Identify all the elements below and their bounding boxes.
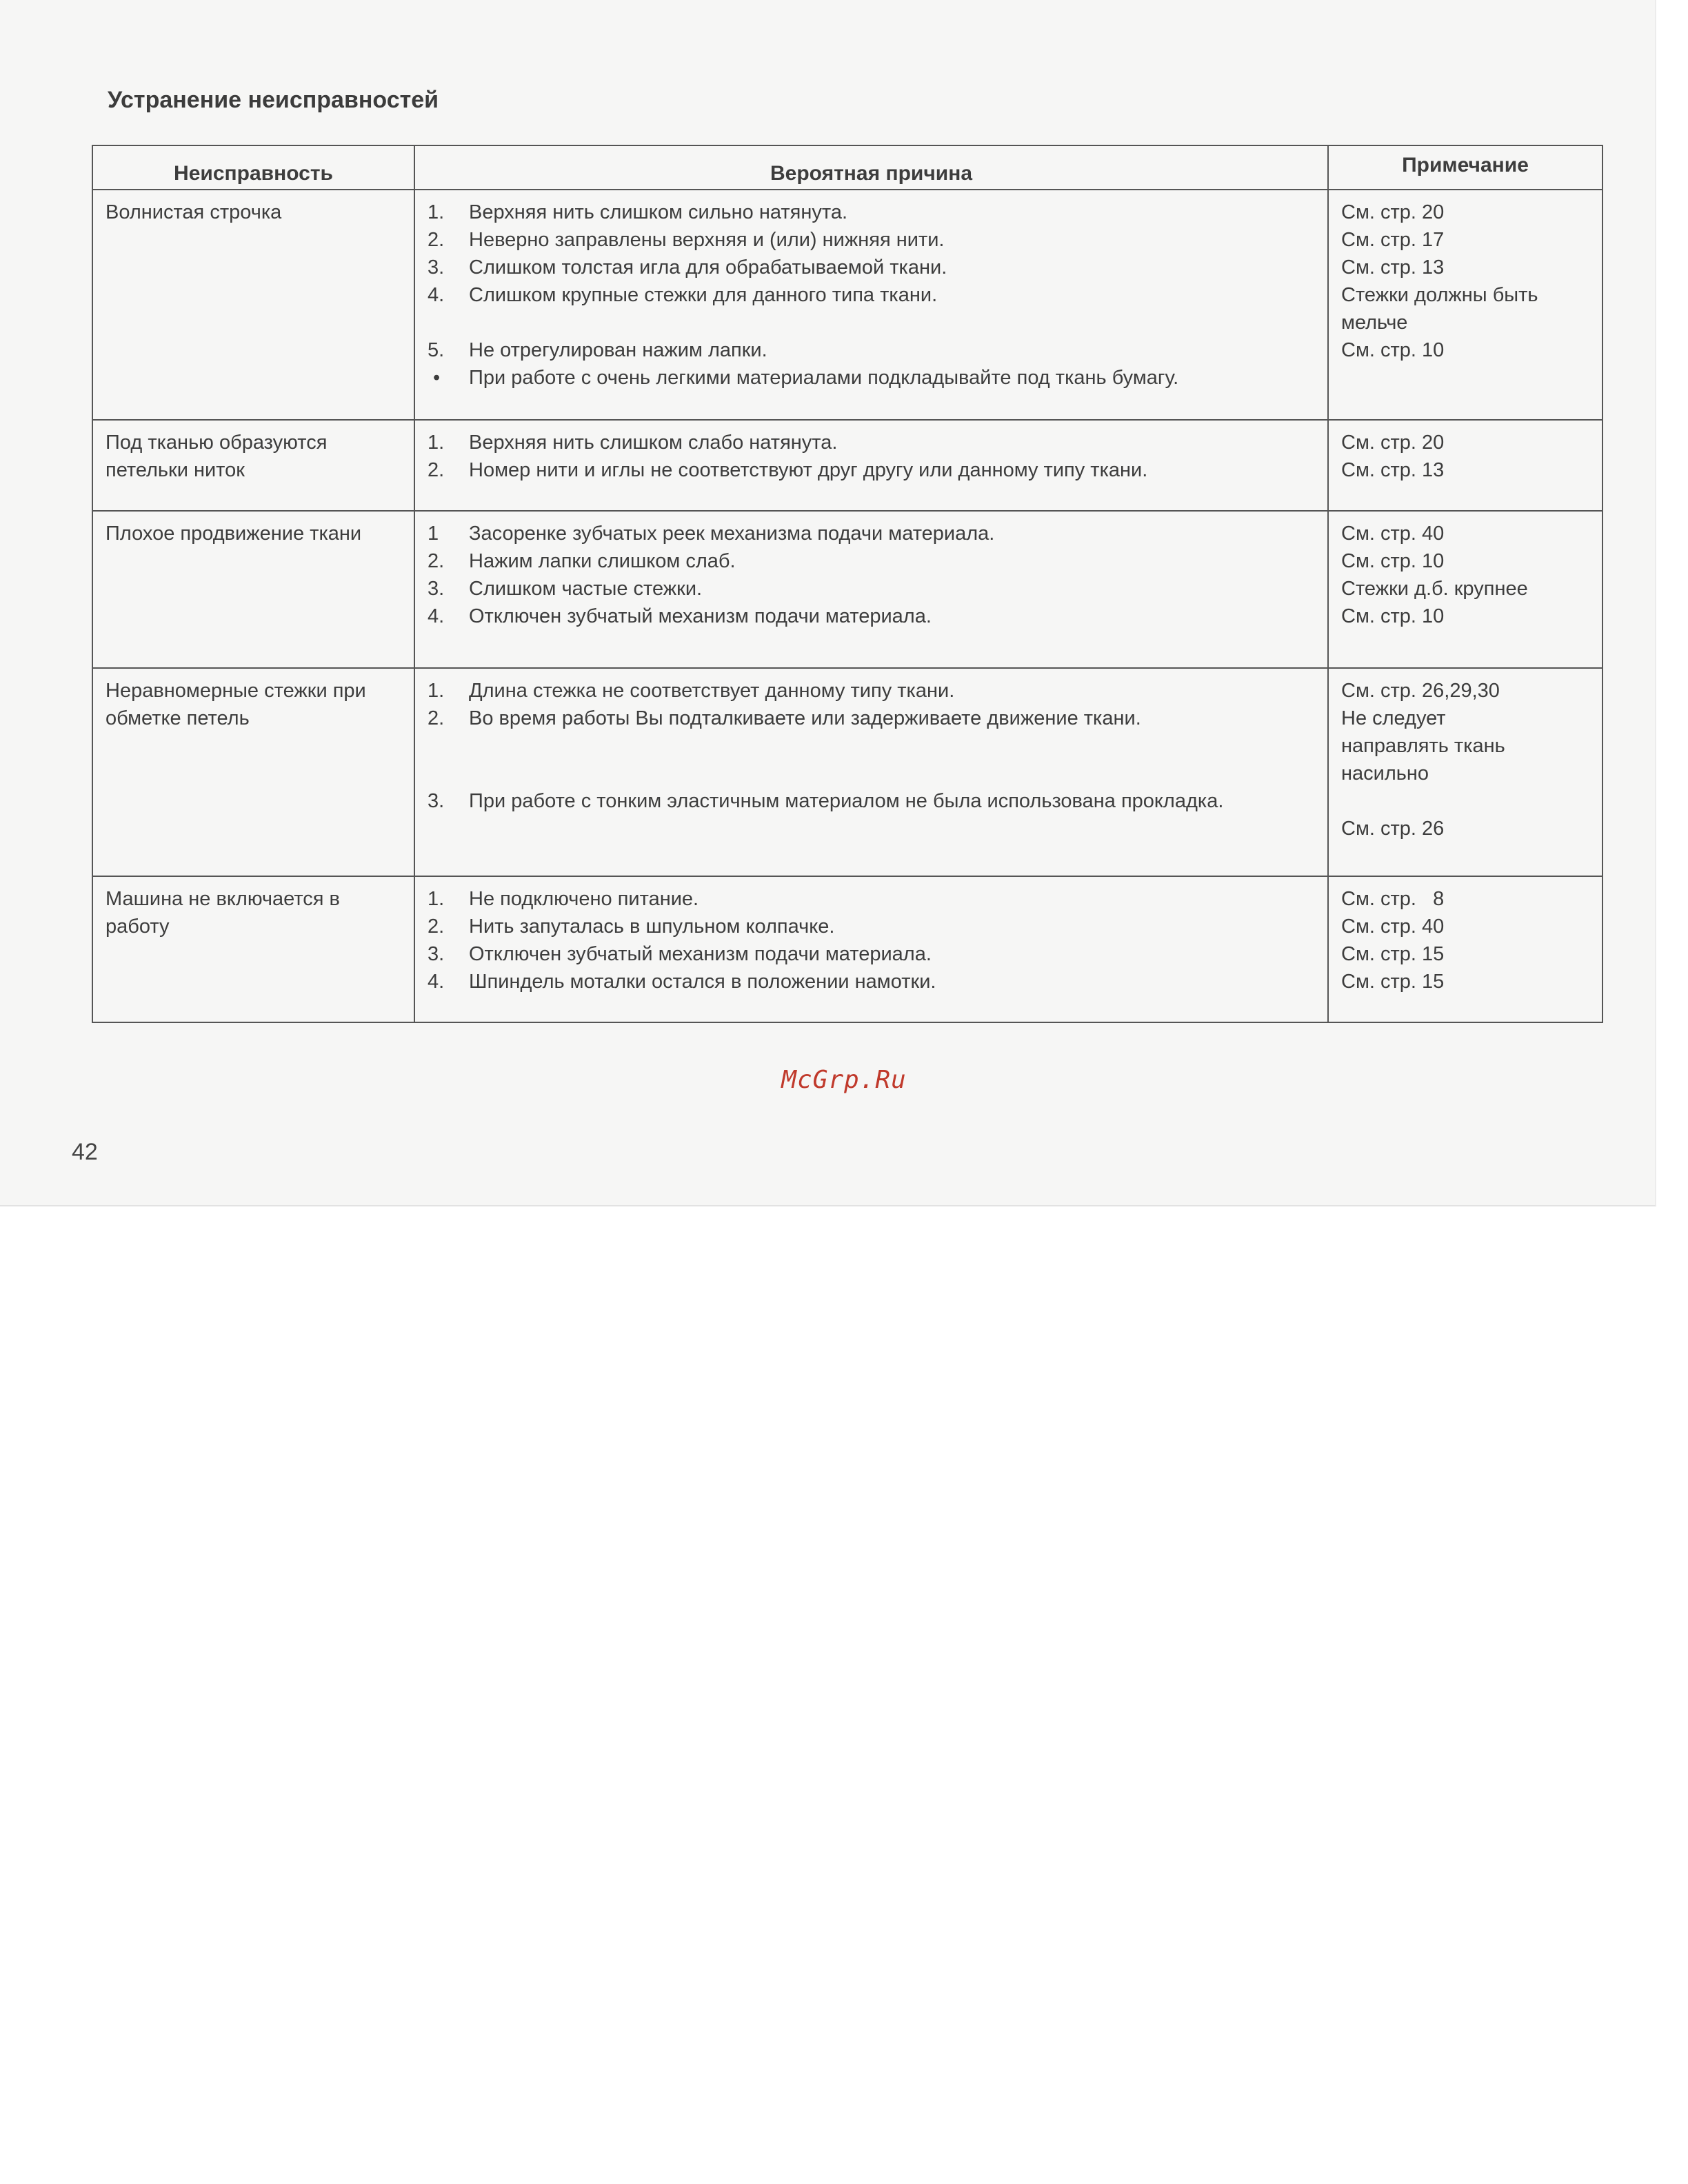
cause-item bbox=[428, 281, 1318, 309]
table-row bbox=[92, 420, 1602, 511]
notes-cell bbox=[1328, 420, 1602, 511]
fault-text: Волнистая строчка bbox=[106, 201, 282, 223]
note-text: Не следует bbox=[1341, 707, 1446, 729]
cause-item bbox=[428, 520, 1318, 547]
note-text: мельче bbox=[1341, 312, 1408, 334]
note-text: См. стр. 15 bbox=[1341, 943, 1445, 965]
cause-text: Слишком крупные стежки для данного типа ткани. bbox=[469, 284, 938, 306]
cause-text: Засоренке зубчатых реек механизма подачи материала. bbox=[469, 523, 995, 545]
cause-number: 4. bbox=[428, 971, 445, 993]
fault-cell bbox=[92, 190, 414, 420]
cause-text: При работе с тонким эластичным материалом не была использована прокладка. bbox=[469, 790, 1224, 812]
note-text: См. стр. 17 bbox=[1341, 229, 1445, 251]
fault-text: Плохое продвижение ткани bbox=[106, 523, 362, 545]
cause-text: Шпиндель моталки остался в положении намотки. bbox=[469, 971, 936, 993]
causes-cell bbox=[414, 190, 1328, 420]
cause-number bbox=[428, 732, 469, 760]
cause-item bbox=[428, 787, 1318, 815]
cause-bullet: • bbox=[433, 367, 441, 389]
cause-text: Не подключено питание. bbox=[469, 888, 699, 910]
cause-item bbox=[428, 677, 1318, 705]
note-text: См. стр. 10 bbox=[1341, 339, 1445, 361]
cause-number: 2. bbox=[428, 550, 445, 572]
cause-number: 1 bbox=[428, 523, 439, 545]
cause-text: Во время работы Вы подталкиваете или задерживаете движение ткани. bbox=[469, 707, 1141, 729]
cause-item bbox=[428, 760, 1318, 787]
causes-cell bbox=[414, 420, 1328, 511]
note-text: См. стр. 26,29,30 bbox=[1341, 680, 1500, 702]
note-text: См. стр. 13 bbox=[1341, 459, 1445, 481]
cause-item bbox=[428, 456, 1318, 484]
cause-number: 4. bbox=[428, 605, 445, 627]
table-row bbox=[92, 511, 1602, 668]
fault-text: Под тканью образуются петельки ниток bbox=[106, 432, 328, 481]
cause-item bbox=[428, 885, 1318, 913]
cause-text: Нить запуталась в шпульном колпачке. bbox=[469, 916, 835, 938]
cause-text: Нажим лапки слишком слаб. bbox=[469, 550, 736, 572]
cause-item bbox=[428, 429, 1318, 456]
note-text: насильно bbox=[1341, 762, 1429, 785]
note-text: См. стр. 10 bbox=[1341, 550, 1445, 572]
cause-text: Длина стежка не соответствует данному типу ткани. bbox=[469, 680, 955, 702]
cause-text: Слишком толстая игла для обрабатываемой ткани. bbox=[469, 256, 947, 279]
cause-text bbox=[469, 760, 1318, 787]
note-text bbox=[1341, 787, 1596, 815]
causes-cell bbox=[414, 511, 1328, 668]
cause-item bbox=[428, 732, 1318, 760]
cause-text bbox=[469, 732, 1318, 760]
cause-item bbox=[428, 199, 1318, 226]
notes-cell bbox=[1328, 668, 1602, 876]
notes-cell bbox=[1328, 190, 1602, 420]
header-note: Примечание bbox=[1328, 145, 1602, 190]
fault-text: Машина не включается в работу bbox=[106, 888, 340, 938]
cause-number: 3. bbox=[428, 790, 445, 812]
cause-text: Отключен зубчатый механизм подачи материала. bbox=[469, 605, 932, 627]
fault-cell bbox=[92, 876, 414, 1022]
table-header-row bbox=[92, 145, 1602, 190]
cause-item bbox=[428, 336, 1318, 364]
note-text: См. стр. 26 bbox=[1341, 818, 1445, 840]
cause-item bbox=[428, 913, 1318, 940]
cause-text: Верхняя нить слишком слабо натянута. bbox=[469, 432, 838, 454]
cause-number: 1. bbox=[428, 432, 445, 454]
causes-cell bbox=[414, 876, 1328, 1022]
cause-number: 2. bbox=[428, 459, 445, 481]
note-text: Стежки должны быть bbox=[1341, 284, 1538, 306]
cause-text bbox=[469, 309, 1318, 336]
cause-item bbox=[428, 309, 1318, 336]
cause-item bbox=[428, 705, 1318, 732]
cause-text: Слишком частые стежки. bbox=[469, 578, 703, 600]
note-text: См. стр. 10 bbox=[1341, 605, 1445, 627]
cause-item bbox=[428, 575, 1318, 603]
fault-cell bbox=[92, 420, 414, 511]
cause-number: 2. bbox=[428, 916, 445, 938]
cause-text: Отключен зубчатый механизм подачи материала. bbox=[469, 943, 932, 965]
note-text: направлять ткань bbox=[1341, 735, 1505, 757]
table-row bbox=[92, 876, 1602, 1022]
notes-cell bbox=[1328, 876, 1602, 1022]
header-fault: Неисправность bbox=[92, 145, 414, 190]
notes-cell bbox=[1328, 511, 1602, 668]
cause-item bbox=[428, 603, 1318, 630]
note-text: См. стр. 8 bbox=[1341, 888, 1445, 910]
note-text: Стежки д.б. крупнее bbox=[1341, 578, 1528, 600]
note-text: См. стр. 40 bbox=[1341, 916, 1445, 938]
note-text: См. стр. 40 bbox=[1341, 523, 1445, 545]
cause-text: Не отрегулирован нажим лапки. bbox=[469, 339, 767, 361]
fault-text: Неравномерные стежки при обметке петель bbox=[106, 680, 366, 729]
page-number: 42 bbox=[72, 1139, 98, 1165]
cause-item bbox=[428, 968, 1318, 995]
cause-item bbox=[428, 364, 1318, 392]
cause-number: 4. bbox=[428, 284, 445, 306]
cause-text: Неверно заправлены верхняя и (или) нижняя нити. bbox=[469, 229, 945, 251]
cause-item bbox=[428, 254, 1318, 281]
note-text: См. стр. 20 bbox=[1341, 201, 1445, 223]
cause-number: 3. bbox=[428, 256, 445, 279]
cause-number: 5. bbox=[428, 339, 445, 361]
table-row bbox=[92, 190, 1602, 420]
watermark-link[interactable]: McGrp.Ru bbox=[781, 1066, 907, 1094]
cause-number: 3. bbox=[428, 943, 445, 965]
cause-number bbox=[428, 760, 469, 787]
fault-cell bbox=[92, 511, 414, 668]
cause-item bbox=[428, 226, 1318, 254]
troubleshooting-table bbox=[92, 145, 1603, 1023]
note-text: См. стр. 20 bbox=[1341, 432, 1445, 454]
cause-number: 1. bbox=[428, 888, 445, 910]
cause-text: Номер нити и иглы не соответствуют друг другу или данному типу ткани. bbox=[469, 459, 1148, 481]
cause-number: 1. bbox=[428, 201, 445, 223]
cause-item bbox=[428, 940, 1318, 968]
page-title: Устранение неисправностей bbox=[108, 87, 439, 113]
cause-number: 1. bbox=[428, 680, 445, 702]
cause-number: 2. bbox=[428, 707, 445, 729]
cause-item bbox=[428, 547, 1318, 575]
cause-text: Верхняя нить слишком сильно натянута. bbox=[469, 201, 848, 223]
table-row bbox=[92, 668, 1602, 876]
header-cause: Вероятная причина bbox=[414, 145, 1328, 190]
cause-number: 3. bbox=[428, 578, 445, 600]
note-text: См. стр. 15 bbox=[1341, 971, 1445, 993]
cause-number bbox=[428, 309, 469, 336]
fault-cell bbox=[92, 668, 414, 876]
cause-number: 2. bbox=[428, 229, 445, 251]
cause-text: При работе с очень легкими материалами подкладывайте под ткань бумагу. bbox=[469, 367, 1179, 389]
causes-cell bbox=[414, 668, 1328, 876]
note-text: См. стр. 13 bbox=[1341, 256, 1445, 279]
